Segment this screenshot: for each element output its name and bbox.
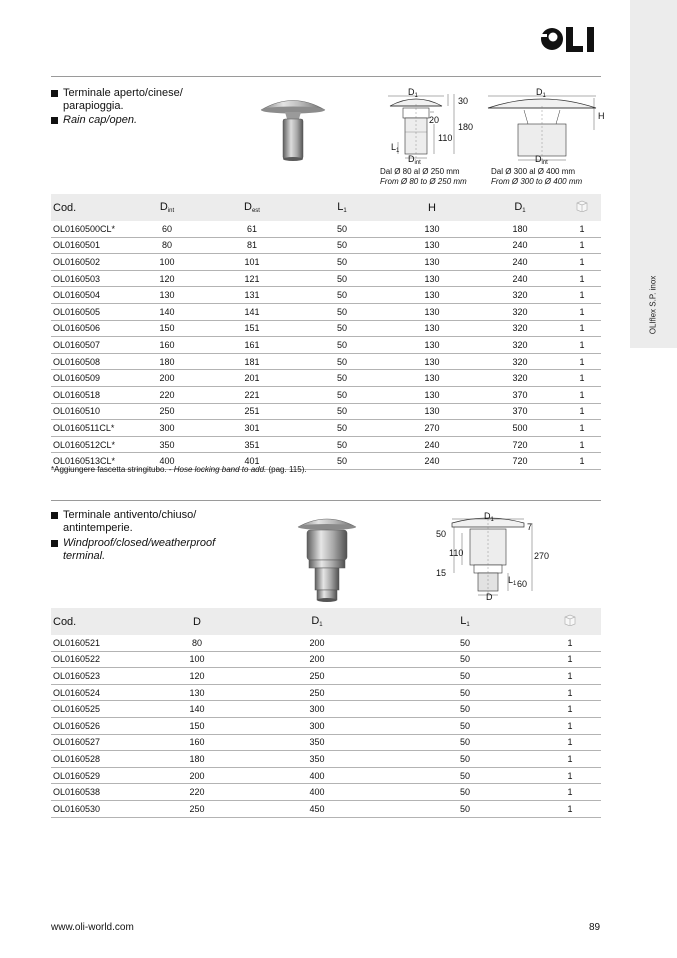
- table-row: [51, 237, 601, 254]
- table-cell: 1: [563, 436, 601, 453]
- large-diagram-h: H: [598, 111, 605, 121]
- product-code-cell: OL0160505: [51, 303, 127, 320]
- large-diagram-dint: $D_{int}$: [535, 154, 548, 166]
- col-header-h: H: [387, 194, 477, 221]
- section1-description: [51, 87, 183, 127]
- table-cell: 50: [297, 453, 387, 470]
- col-header-cod: Cod.: [51, 194, 127, 221]
- table-cell: 400: [243, 767, 391, 784]
- table-cell: 50: [391, 635, 539, 651]
- table-cell: 220: [127, 386, 207, 403]
- package-icon: [576, 200, 588, 212]
- table-cell: 1: [563, 403, 601, 420]
- product-code-cell: OL0160527: [51, 734, 151, 751]
- table-cell: 130: [387, 386, 477, 403]
- footnote: [51, 465, 307, 474]
- logo-l: [566, 27, 583, 52]
- table-cell: 101: [207, 254, 297, 271]
- product-code-cell: OL0160511CL*: [51, 420, 127, 437]
- section2-desc-it-line1: Terminale antivento/chiuso/: [63, 509, 197, 521]
- product-code-cell: OL0160521: [51, 635, 151, 651]
- table-cell: 130: [387, 403, 477, 420]
- table-row: [51, 403, 601, 420]
- col-header-cod: Cod.: [51, 608, 151, 635]
- section2-description: [51, 509, 215, 563]
- small-diagram-dint: $D_{int}$: [408, 154, 421, 166]
- table-cell: 401: [207, 453, 297, 470]
- table-cell: 240: [477, 237, 563, 254]
- table-cell: 240: [477, 254, 563, 271]
- table-cell: 320: [477, 287, 563, 304]
- table-cell: 130: [387, 254, 477, 271]
- logo-i: [587, 27, 594, 52]
- package-icon: [564, 614, 576, 626]
- table-cell: 250: [127, 403, 207, 420]
- table-cell: 50: [297, 386, 387, 403]
- table-cell: 130: [387, 337, 477, 354]
- table-cell: 320: [477, 320, 563, 337]
- table-cell: 720: [477, 453, 563, 470]
- table-cell: 180: [477, 221, 563, 237]
- table-row: [51, 734, 601, 751]
- section2-desc-en: [51, 537, 215, 563]
- table-cell: 1: [563, 287, 601, 304]
- wp-diagram-d1: $D_1$: [484, 511, 494, 523]
- table-cell: 130: [387, 287, 477, 304]
- small-diagram-h30: 30: [458, 96, 469, 106]
- table-cell: 180: [127, 353, 207, 370]
- table-cell: 50: [297, 353, 387, 370]
- table-cell: 61: [207, 221, 297, 237]
- table-row: [51, 684, 601, 701]
- table-cell: 220: [151, 784, 243, 801]
- large-range-en: From Ø 300 to Ø 400 mm: [491, 177, 583, 186]
- product-code-cell: OL0160522: [51, 651, 151, 668]
- table-cell: 50: [297, 420, 387, 437]
- square-bullet-icon: [51, 540, 58, 547]
- table-cell: 250: [151, 800, 243, 817]
- product-code-cell: OL0160502: [51, 254, 127, 271]
- table-cell: 350: [243, 751, 391, 768]
- wp-diagram-h60: 60: [517, 579, 528, 589]
- table-row: [51, 800, 601, 817]
- product-code-cell: OL0160507: [51, 337, 127, 354]
- square-bullet-icon: [51, 512, 58, 519]
- table-row: [51, 420, 601, 437]
- table-cell: 320: [477, 303, 563, 320]
- footer-url[interactable]: www.oli-world.com: [51, 922, 134, 933]
- logo-o: [540, 28, 563, 50]
- table-cell: 1: [539, 701, 601, 718]
- col-header-dest: $D_{est}$: [207, 194, 297, 221]
- table-cell: 130: [127, 287, 207, 304]
- table-cell: 1: [563, 270, 601, 287]
- table-cell: 50: [297, 320, 387, 337]
- table-cell: 240: [477, 270, 563, 287]
- table-cell: 160: [127, 337, 207, 354]
- table-cell: 50: [297, 337, 387, 354]
- table-row: [51, 221, 601, 237]
- table-cell: 350: [243, 734, 391, 751]
- product-code-cell: OL0160525: [51, 701, 151, 718]
- product-code-cell: OL0160538: [51, 784, 151, 801]
- wp-diagram-h50: 50: [436, 529, 447, 539]
- table-cell: 161: [207, 337, 297, 354]
- product-code-cell: OL0160501: [51, 237, 127, 254]
- table-cell: 450: [243, 800, 391, 817]
- table-cell: 150: [151, 717, 243, 734]
- table-row: [51, 320, 601, 337]
- table-row: [51, 303, 601, 320]
- table-cell: 50: [391, 767, 539, 784]
- product-code-cell: OL0160500CL*: [51, 221, 127, 237]
- large-range-it: Dal Ø 300 al Ø 400 mm: [491, 167, 576, 176]
- footnote-en: Hose locking band to add.: [173, 465, 267, 474]
- table-cell: 1: [563, 254, 601, 271]
- table-header-row: [51, 608, 601, 635]
- footnote-ref: (pag. 115).: [266, 465, 307, 474]
- table-cell: 1: [563, 386, 601, 403]
- table-cell: 50: [297, 436, 387, 453]
- table-cell: 50: [391, 717, 539, 734]
- table-cell: 131: [207, 287, 297, 304]
- side-tab-label-box: [646, 270, 660, 340]
- table-cell: 141: [207, 303, 297, 320]
- table-cell: 370: [477, 403, 563, 420]
- table-cell: 1: [539, 717, 601, 734]
- rain-cap-table: [51, 194, 601, 470]
- table-row: [51, 370, 601, 387]
- table-row: [51, 701, 601, 718]
- table-cell: 1: [563, 237, 601, 254]
- section1-desc-it-line2: parapioggia.: [63, 100, 124, 112]
- table-cell: 50: [391, 734, 539, 751]
- product-code-cell: OL0160513CL*: [51, 453, 127, 470]
- table-cell: 270: [387, 420, 477, 437]
- side-tab-label: OLIflex S.P. inox: [648, 275, 658, 335]
- table-cell: 50: [391, 684, 539, 701]
- col-header-package: [539, 608, 601, 635]
- table-cell: 140: [151, 701, 243, 718]
- top-divider: [51, 76, 601, 77]
- table-cell: 301: [207, 420, 297, 437]
- section2-desc-en-line2: terminal.: [63, 550, 106, 562]
- col-header-d1: $D_1$: [477, 194, 563, 221]
- table-cell: 80: [127, 237, 207, 254]
- table-cell: 200: [243, 651, 391, 668]
- table-cell: 200: [127, 370, 207, 387]
- col-header-l1: $L_1$: [297, 194, 387, 221]
- section2-desc-en-line1: Windproof/closed/weatherproof: [63, 537, 216, 549]
- table-cell: 221: [207, 386, 297, 403]
- table-cell: 151: [207, 320, 297, 337]
- table-cell: 1: [539, 784, 601, 801]
- table-cell: 351: [207, 436, 297, 453]
- small-diagram-range: [380, 167, 467, 187]
- table-cell: 240: [387, 436, 477, 453]
- wp-diagram-d: D: [486, 592, 493, 602]
- product-code-cell: OL0160510: [51, 403, 127, 420]
- rain-cap-photo: [258, 93, 328, 163]
- table-row: [51, 270, 601, 287]
- table-cell: 130: [387, 303, 477, 320]
- table-cell: 130: [387, 370, 477, 387]
- table-cell: 1: [563, 337, 601, 354]
- table-cell: 1: [539, 767, 601, 784]
- table-cell: 50: [297, 303, 387, 320]
- footnote-it: *Aggiungere fascetta stringitubo. -: [51, 465, 174, 474]
- table-cell: 1: [563, 370, 601, 387]
- table-cell: 50: [297, 403, 387, 420]
- table-cell: 400: [243, 784, 391, 801]
- table-cell: 130: [387, 353, 477, 370]
- table-cell: 320: [477, 337, 563, 354]
- table-cell: 50: [391, 784, 539, 801]
- small-diagram-h180: 180: [458, 122, 474, 132]
- table-cell: 200: [151, 767, 243, 784]
- table-cell: 50: [297, 237, 387, 254]
- section2-desc-it: [51, 509, 215, 535]
- table-row: [51, 784, 601, 801]
- table-cell: 1: [563, 353, 601, 370]
- table-cell: 1: [563, 221, 601, 237]
- table-row: [51, 767, 601, 784]
- table-cell: 130: [151, 684, 243, 701]
- small-range-it: Dal Ø 80 al Ø 250 mm: [380, 167, 460, 176]
- table-cell: 50: [391, 800, 539, 817]
- square-bullet-icon: [51, 90, 58, 97]
- col-header-d1: $D_1$: [243, 608, 391, 635]
- table-cell: 140: [127, 303, 207, 320]
- table-cell: 130: [387, 270, 477, 287]
- table-cell: 50: [297, 221, 387, 237]
- table-cell: 80: [151, 635, 243, 651]
- table-cell: 60: [127, 221, 207, 237]
- col-header-package: [563, 194, 601, 221]
- windproof-terminal-photo: [296, 513, 358, 603]
- table-cell: 130: [387, 320, 477, 337]
- table-cell: 130: [387, 221, 477, 237]
- table-row: [51, 287, 601, 304]
- product-code-cell: OL0160523: [51, 668, 151, 685]
- product-code-cell: OL0160528: [51, 751, 151, 768]
- table-cell: 1: [539, 734, 601, 751]
- table-cell: 50: [391, 651, 539, 668]
- table-cell: 120: [127, 270, 207, 287]
- product-code-cell: OL0160504: [51, 287, 127, 304]
- table-row: [51, 651, 601, 668]
- table-cell: 50: [297, 287, 387, 304]
- table-row: [51, 436, 601, 453]
- table-cell: 50: [297, 270, 387, 287]
- table-row: [51, 668, 601, 685]
- table-cell: 500: [477, 420, 563, 437]
- table-cell: 81: [207, 237, 297, 254]
- table-cell: 1: [563, 320, 601, 337]
- table-cell: 200: [243, 635, 391, 651]
- table-cell: 300: [243, 717, 391, 734]
- table-cell: 1: [539, 635, 601, 651]
- table-cell: 1: [539, 651, 601, 668]
- table-cell: 350: [127, 436, 207, 453]
- table-row: [51, 635, 601, 651]
- section2-desc-it-line2: antintemperie.: [63, 522, 133, 534]
- table-row: [51, 254, 601, 271]
- small-diagram-h20: 20: [429, 115, 440, 125]
- table-cell: 1: [539, 751, 601, 768]
- table-cell: 1: [563, 303, 601, 320]
- table-cell: 320: [477, 353, 563, 370]
- table-cell: 201: [207, 370, 297, 387]
- section1-desc-en: [51, 114, 183, 127]
- oli-logo: [540, 24, 604, 54]
- large-diagram-d1: $D_1$: [536, 87, 546, 99]
- table-cell: 50: [391, 701, 539, 718]
- product-code-cell: OL0160530: [51, 800, 151, 817]
- product-code-cell: OL0160509: [51, 370, 127, 387]
- table-cell: 240: [387, 453, 477, 470]
- col-header-d: D: [151, 608, 243, 635]
- page-number: 89: [589, 922, 601, 933]
- wp-diagram-h7: 7: [527, 522, 533, 532]
- table-cell: 50: [297, 254, 387, 271]
- table-cell: 50: [297, 370, 387, 387]
- section1-desc-it: [51, 87, 183, 113]
- table-cell: 251: [207, 403, 297, 420]
- product-code-cell: OL0160506: [51, 320, 127, 337]
- table-row: [51, 751, 601, 768]
- section-divider: [51, 500, 601, 501]
- table-cell: 120: [151, 668, 243, 685]
- table-row: [51, 386, 601, 403]
- square-bullet-icon: [51, 117, 58, 124]
- table-cell: 1: [563, 420, 601, 437]
- table-cell: 121: [207, 270, 297, 287]
- table-cell: 370: [477, 386, 563, 403]
- wp-diagram-l1: $L_1$: [508, 575, 517, 587]
- product-code-cell: OL0160526: [51, 717, 151, 734]
- large-diagram-range: [491, 167, 582, 187]
- table-cell: 160: [151, 734, 243, 751]
- wp-diagram-h270: 270: [534, 551, 550, 561]
- table-row: [51, 353, 601, 370]
- table-cell: 250: [243, 684, 391, 701]
- wp-diagram-h15: 15: [436, 568, 447, 578]
- col-header-dint: $D_{int}$: [127, 194, 207, 221]
- table-cell: 180: [151, 751, 243, 768]
- product-code-cell: OL0160529: [51, 767, 151, 784]
- table-cell: 1: [539, 800, 601, 817]
- table-cell: 181: [207, 353, 297, 370]
- table-cell: 50: [391, 751, 539, 768]
- table-row: [51, 337, 601, 354]
- table-cell: 250: [243, 668, 391, 685]
- table-header-row: [51, 194, 601, 221]
- table-cell: 720: [477, 436, 563, 453]
- table-cell: 320: [477, 370, 563, 387]
- small-diagram-l1: $L_1$: [391, 142, 400, 154]
- table-cell: 50: [391, 668, 539, 685]
- windproof-terminal-table: [51, 608, 601, 818]
- table-cell: 300: [243, 701, 391, 718]
- table-cell: 100: [151, 651, 243, 668]
- table-cell: 300: [127, 420, 207, 437]
- section1-desc-it-line1: Terminale aperto/cinese/: [63, 87, 183, 99]
- product-code-cell: OL0160503: [51, 270, 127, 287]
- product-code-cell: OL0160512CL*: [51, 436, 127, 453]
- product-code-cell: OL0160518: [51, 386, 127, 403]
- product-code-cell: OL0160524: [51, 684, 151, 701]
- table-cell: 400: [127, 453, 207, 470]
- table-cell: 130: [387, 237, 477, 254]
- table-cell: 150: [127, 320, 207, 337]
- small-diagram-d1: $D_1$: [408, 87, 418, 99]
- col-header-l1: $L_1$: [391, 608, 539, 635]
- table-cell: 1: [539, 684, 601, 701]
- small-range-en: From Ø 80 to Ø 250 mm: [380, 177, 467, 186]
- section1-desc-en-line: Rain cap/open.: [63, 114, 137, 126]
- small-diagram-h110: 110: [438, 133, 453, 143]
- wp-diagram-h110: 110: [449, 548, 464, 558]
- table-cell: 1: [563, 453, 601, 470]
- table-row: [51, 717, 601, 734]
- product-code-cell: OL0160508: [51, 353, 127, 370]
- table-cell: 1: [539, 668, 601, 685]
- table-cell: 100: [127, 254, 207, 271]
